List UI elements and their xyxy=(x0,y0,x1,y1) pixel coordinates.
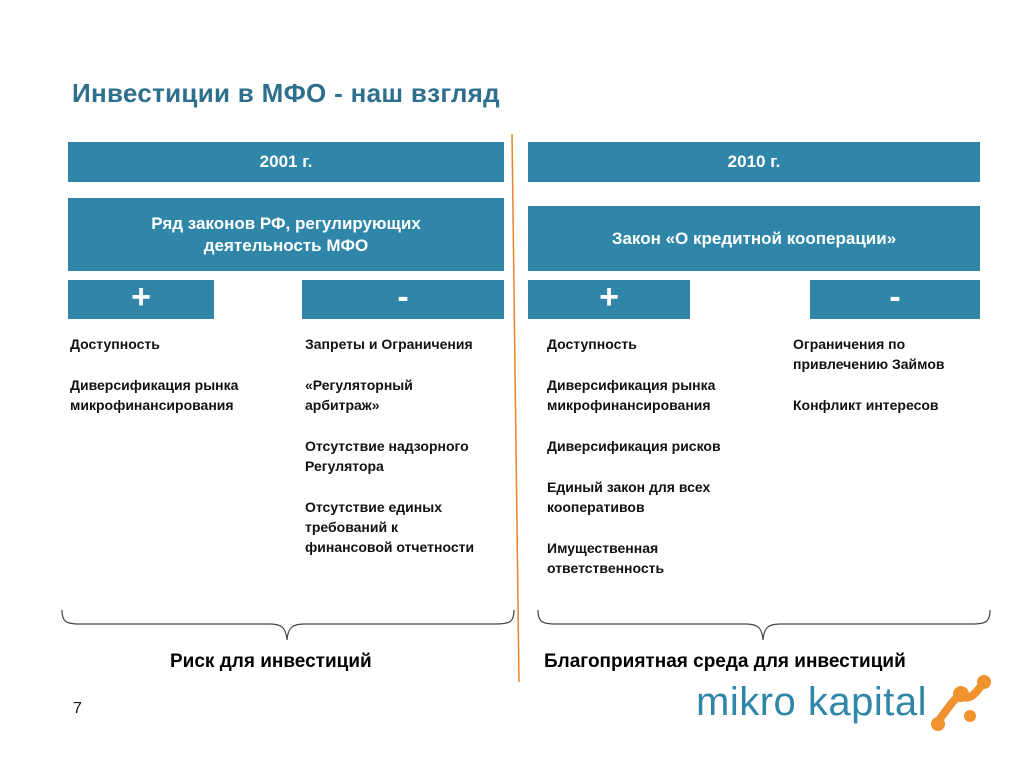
left-brace xyxy=(60,608,520,644)
minus-sign: - xyxy=(397,278,409,316)
page-number: 7 xyxy=(73,700,82,717)
list-item: «Регуляторный арбитраж» xyxy=(305,377,413,413)
company-logo-text: mikro kapital xyxy=(696,680,928,724)
plus-sign: + xyxy=(131,278,151,316)
list-item: Конфликт интересов xyxy=(793,397,939,413)
slide-title: Инвестиции в МФО - наш взгляд xyxy=(72,78,500,108)
logo-dots-icon xyxy=(926,672,996,736)
list-item: Диверсификация рынка микрофинансирования xyxy=(547,377,716,413)
list-item: Отсутствие единых требований к финансовой отчетности xyxy=(305,499,475,555)
list-item: Доступность xyxy=(70,336,160,352)
law-box-2001 xyxy=(68,198,504,271)
year-bar-2001 xyxy=(68,142,504,182)
list-item: Диверсификация рынка микрофинансирования xyxy=(70,377,239,413)
minus-bar-right xyxy=(810,280,980,319)
list-item: Запреты и Ограничения xyxy=(305,336,473,352)
plus-bar-right xyxy=(528,280,690,319)
plus-bar-left xyxy=(68,280,214,319)
year-label: 2001 г. xyxy=(259,152,313,171)
list-item: Доступность xyxy=(547,336,637,352)
law-title: Закон «О кредитной кооперации» xyxy=(611,228,897,248)
left-plus-list xyxy=(70,334,295,436)
law-line-1: Ряд законов РФ, регулирующих xyxy=(151,213,421,233)
year-label: 2010 г. xyxy=(727,152,781,171)
list-item: Имущественная ответственность xyxy=(547,540,665,576)
list-item: Диверсификация рисков xyxy=(547,438,721,454)
left-minus-list xyxy=(305,334,520,578)
right-plus-list xyxy=(547,334,782,599)
minus-bar-left xyxy=(302,280,504,319)
law-box-2010 xyxy=(528,206,980,271)
year-bar-2010 xyxy=(528,142,980,182)
list-item: Отсутствие надзорного Регулятора xyxy=(305,438,469,474)
left-summary: Риск для инвестиций xyxy=(170,651,372,672)
right-summary: Благоприятная среда для инвестиций xyxy=(544,651,906,672)
list-item: Ограничения по привлечению Займов xyxy=(793,336,945,372)
list-item: Единый закон для всех кооперативов xyxy=(547,479,711,515)
law-line-2: деятельность МФО xyxy=(203,235,369,255)
right-minus-list xyxy=(793,334,993,436)
right-brace xyxy=(534,608,994,644)
plus-sign: + xyxy=(599,278,619,316)
minus-sign: - xyxy=(889,278,901,316)
